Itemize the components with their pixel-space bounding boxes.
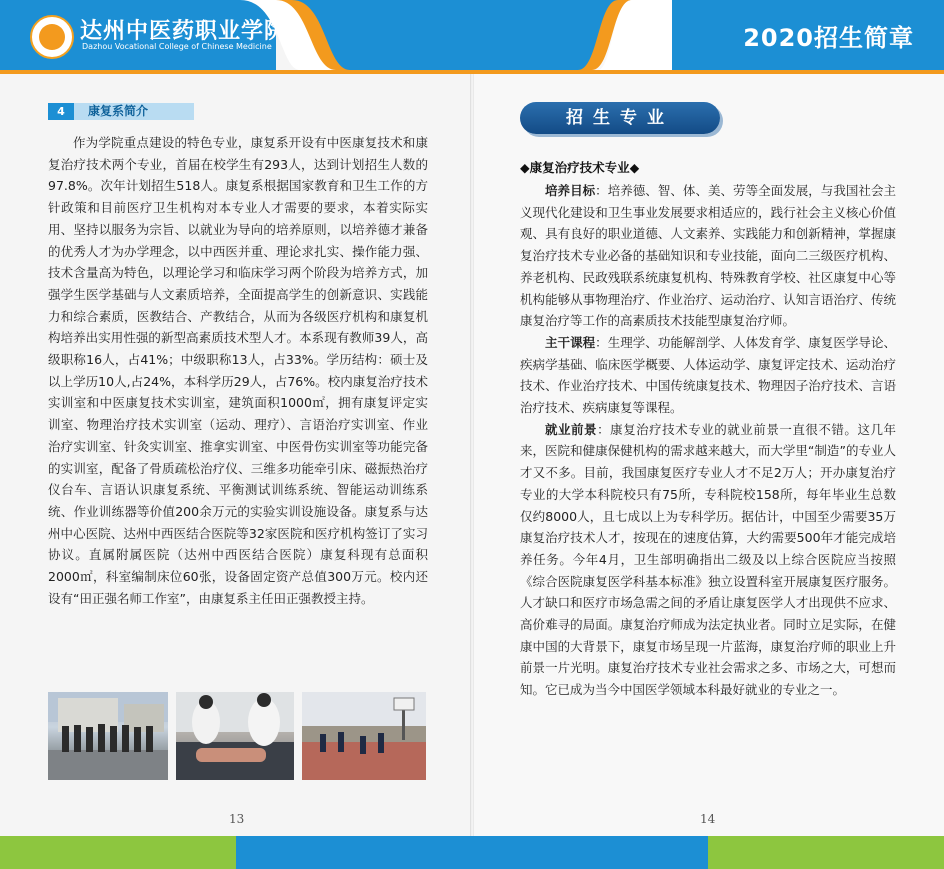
major-title: ◆康复治疗技术专业◆: [520, 160, 640, 175]
photo-practice-session: [176, 692, 294, 780]
page-fold: [470, 0, 474, 869]
header-right-wave: [472, 0, 682, 70]
intro-paragraph: 作为学院重点建设的特色专业，康复系开设有中医康复技术和康复治疗技术两个专业，首届在校学生有293人，达到计划招生人数的97.8%。次年计划招生518人。康复系根据国家教育和卫生工作的方针政策和目前医疗卫生机构对本专业人才需要的要求，本着实际实用、坚持以服务为宗旨、以就业为导向的培养原则，以培养德才兼备的优秀人才为办学理念，以中西医并重、理论求扎实、操作能力强、技术含量高为特色，以理论学习和临床学习两个阶段为培养方式，加强学生医学基础与人文素质培养，全面提高学生的创新意识、实践能力和综合素质，医教结合、产教结合，从而为各级医疗机构和康复机构培养出实用性强的新型高素质技术型人才。本系现有教师39人，高级职称16人，占41%；中级职称13人，占33%。学历结构：硕士及以上学历10人,占24%，本科学历29人，占76%。校内康复治疗技术实训室和中医康复技术实训室，建筑面积1000㎡，拥有康复评定实训室、物理治疗技术实训室（运动、理疗）、言语治疗实训室、作业治疗实训室、针灸实训室、推拿实训室、中医骨伤实训室等功能完备的实训室，配备了骨质疏松治疗仪、三维多功能牵引床、磁振热治疗仪台车、言语认识康复系统、平衡测试训练系统、智能运动训练系统、作业训练器等价值200余万元的实验实训设施设备。康复系与达州中心医院、达州中西医结合医院等32家医院和医疗机构签订了实习协议。直属附属医院（达州中西医结合医院）康复科现有总面积2000㎡，科室编制床位60张，设备固定资产总值300万元。校内还设有“田正强名师工作室”，由康复系主任田正强教授主持。: [48, 135, 428, 606]
footer-green-right: [708, 836, 944, 869]
section-label: 康复系简介: [74, 103, 194, 120]
brochure-title: 2020招生简章: [743, 24, 914, 52]
prospects-text: ：康复治疗技术专业的就业前景一直很不错。这几年来，医院和健康保健机构的需求越来越大，而大学里“制造”的专业人才又不多。目前，我国康复医疗专业人才不足2万人；开办康复治疗专业的大学本科院校只有75所，专科院校158所，每年毕业生总数仅约8000人，且七成以上为专科学历。据估计，中国至少需要35万康复治疗技术人才，按现在的速度估算，大约需要500年才能完成培养任务。今年4月，卫生部明确指出二级及以上综合医院应当按照《综合医院康复医学科基本标准》独立设置科室开展康复医疗服务。人才缺口和医疗市场急需之间的矛盾让康复医学人才出现供不应求、高价难寻的局面。康复治疗师成为法定执业者。同时立足实际，在健康中国的大背景下，康复市场呈现一片蓝海，康复治疗师的职业上升前景一片光明。康复治疗技术专业社会需求之多、市场之大，可想而知。它已成为当今中国医学领域本科最好就业的专业之一。: [520, 421, 896, 698]
section-number: 4: [48, 103, 74, 120]
header-stripe: [0, 70, 944, 74]
department-intro: [48, 132, 428, 609]
footer-blue-center: [236, 836, 708, 869]
enrollment-banner: 招生专业: [520, 102, 720, 134]
footer-green-left: [0, 836, 236, 869]
section-tag: [48, 103, 188, 120]
goal-label: 培养目标: [545, 183, 596, 198]
school-name-cn: 达州中医药职业学院: [80, 18, 288, 44]
prospects-paragraph: [520, 419, 896, 701]
prospects-label: 就业前景: [545, 421, 598, 437]
major-description: [520, 180, 896, 701]
school-name-en: Dazhou Vocational College of Chinese Medicine: [82, 42, 272, 51]
courses-paragraph: [520, 332, 896, 419]
goal-text: ：培养德、智、体、美、劳等全面发展，与我国社会主义现代化建设和卫生事业发展要求相适应的，践行社会主义核心价值观、具有良好的职业道德、人文素养、实践能力和创新精神，掌握康复治疗技术专业必备的基础知识和专业技能，面向二三级医疗机构、养老机构、民政残联系统康复机构、特殊教育学校、社区康复中心等机构能够从事物理治疗、作业治疗、运动治疗、认知言语治疗、传统康复治疗等工作的高素质技术技能型康复治疗师。: [520, 183, 896, 329]
courses-text: ：生理学、功能解剖学、人体发育学、康复医学导论、疾病学基础、临床医学概要、人体运动学、康复评定技术、运动治疗技术、作业治疗技术、中国传统康复技术、物理因子治疗技术、言语治疗技术、疾病康复等课程。: [520, 334, 896, 416]
page-number-right: 14: [700, 812, 716, 826]
school-logo-icon: [30, 15, 74, 59]
photo-staff-group: [48, 692, 168, 780]
goal-paragraph: [520, 180, 896, 332]
page-number-left: 13: [229, 812, 245, 826]
courses-label: 主干课程: [545, 334, 596, 350]
photo-basketball-court: [302, 692, 426, 780]
